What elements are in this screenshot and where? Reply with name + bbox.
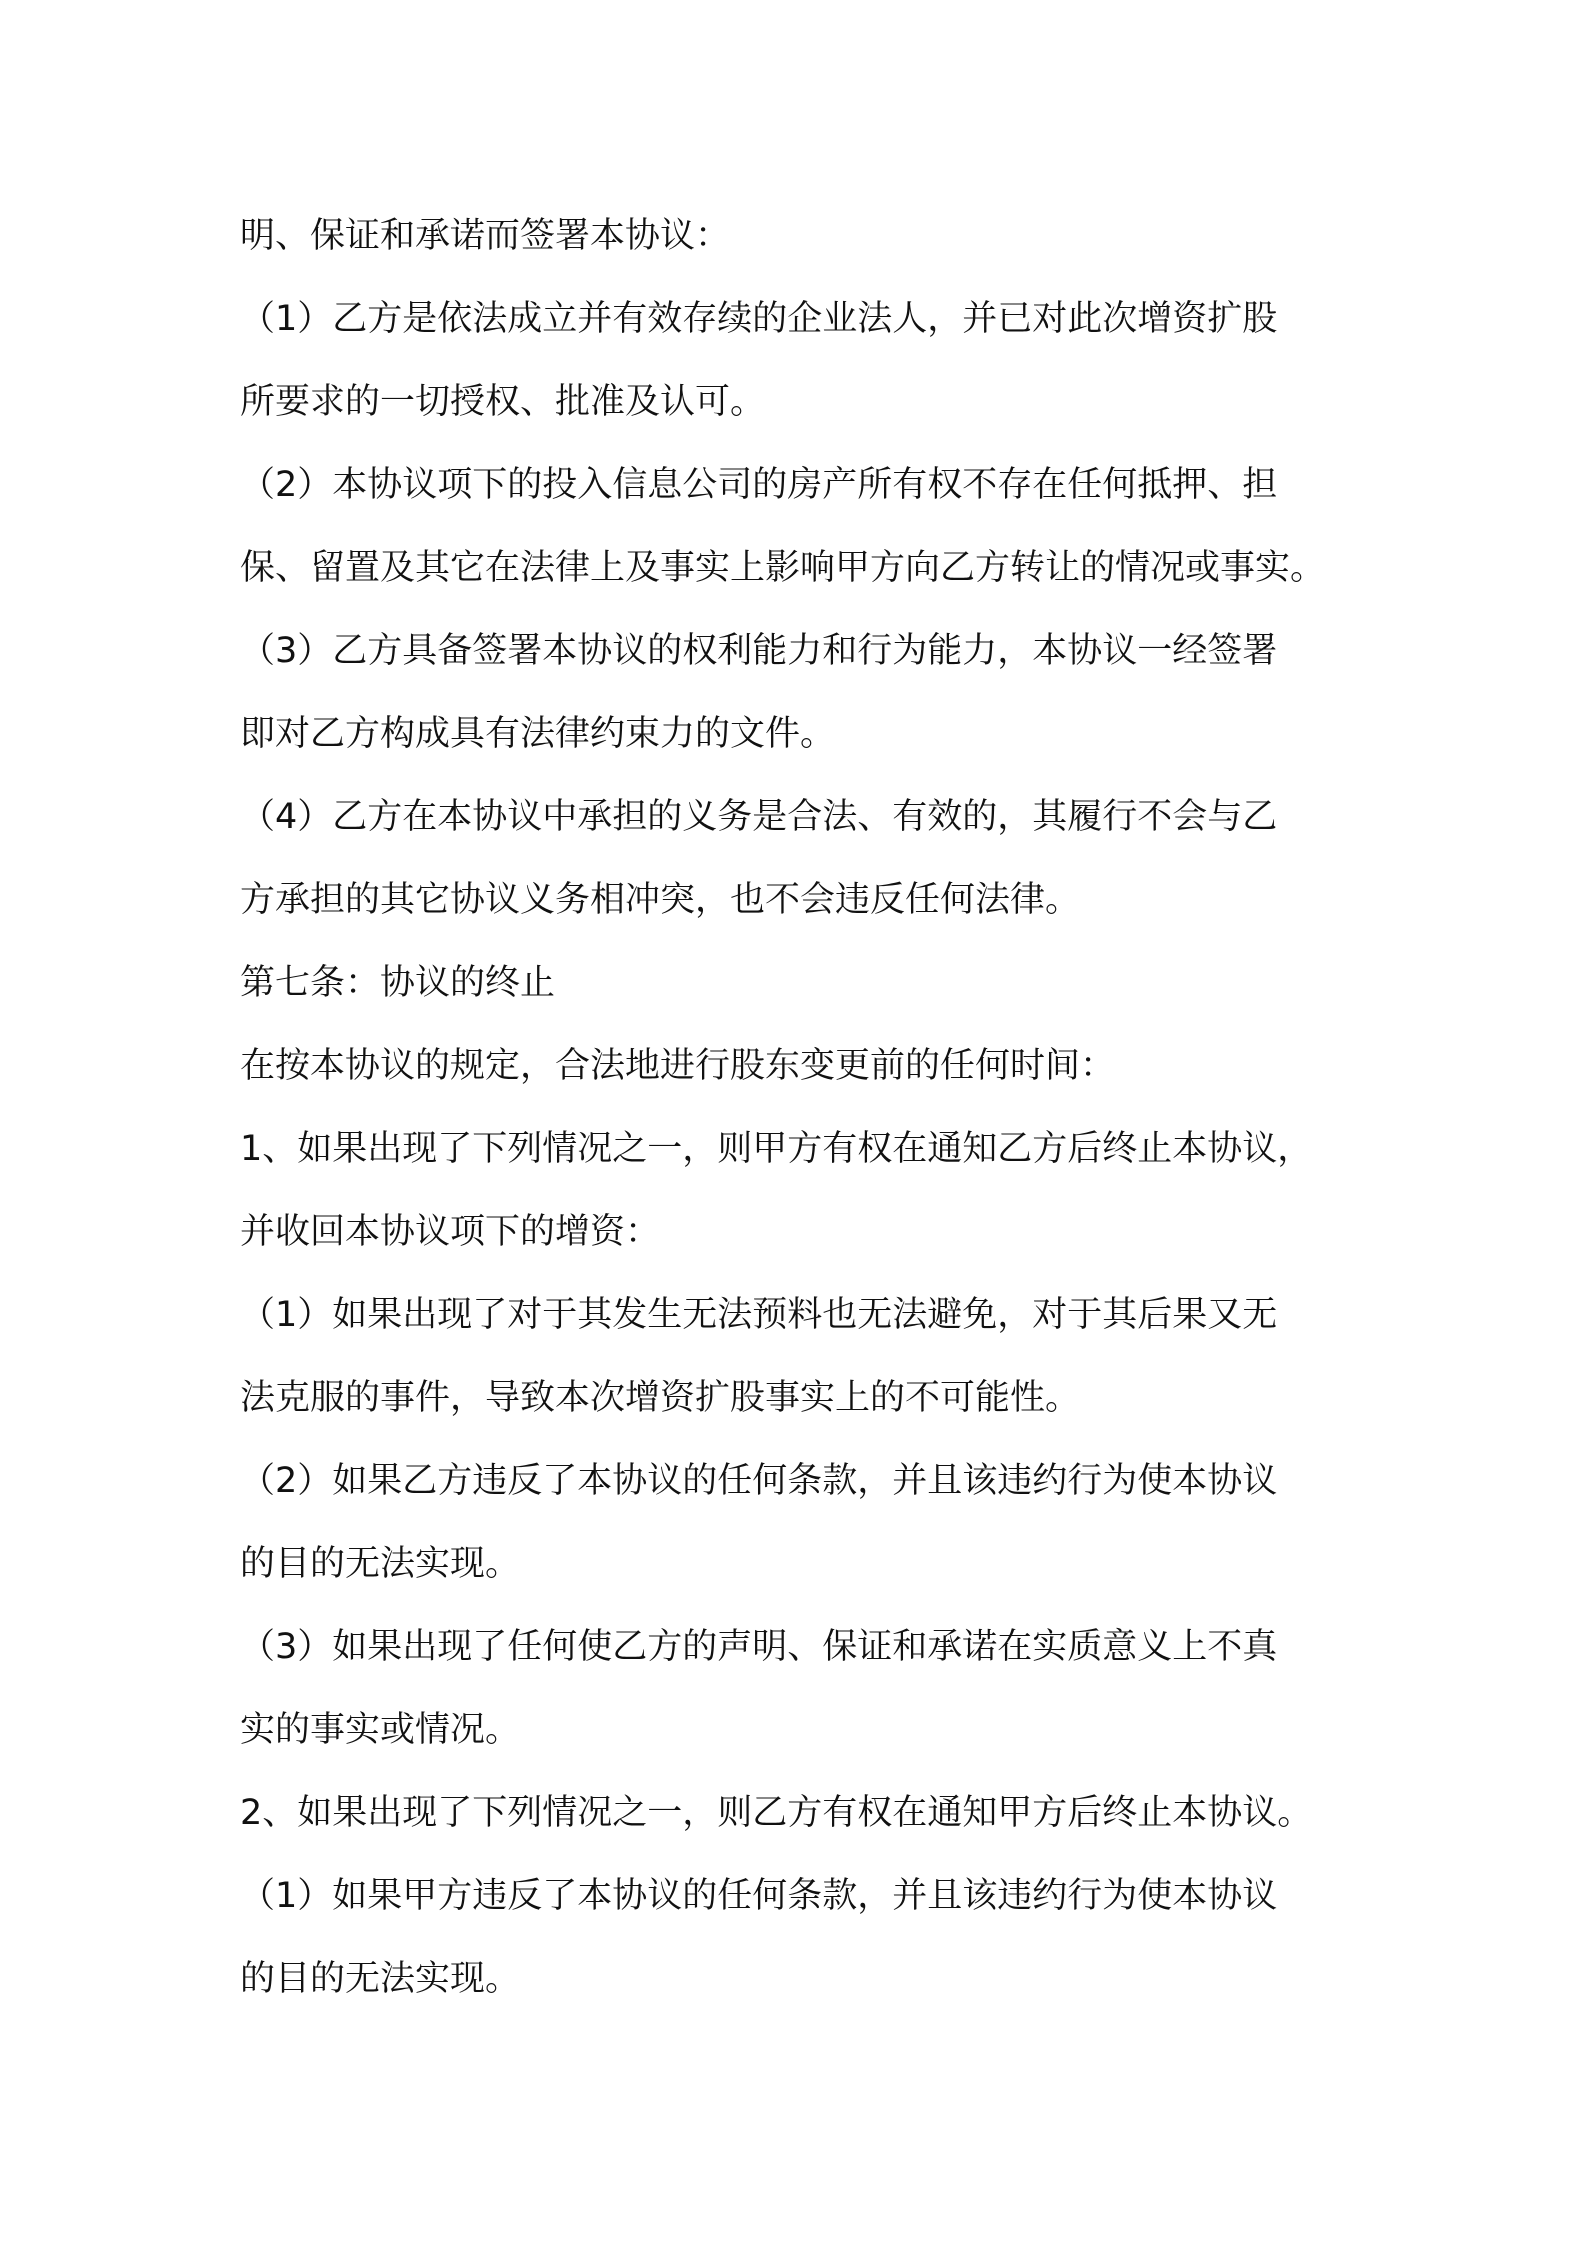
text-line: （1）乙方是依法成立并有效存续的企业法人，并已对此次增资扩股 [240, 299, 1278, 339]
text-line: 法克服的事件，导致本次增资扩股事实上的不可能性。 [240, 1378, 1081, 1418]
text-line: 即对乙方构成具有法律约束力的文件。 [240, 714, 836, 754]
text-line: （2）本协议项下的投入信息公司的房产所有权不存在任何抵押、担 [240, 465, 1278, 505]
text-line: （1）如果甲方违反了本协议的任何条款，并且该违约行为使本协议 [240, 1876, 1278, 1916]
text-line: （2）如果乙方违反了本协议的任何条款，并且该违约行为使本协议 [240, 1461, 1278, 1501]
document-body [240, 195, 1390, 2021]
text-line: （4）乙方在本协议中承担的义务是合法、有效的，其履行不会与乙 [240, 797, 1278, 837]
text-line: （1）如果出现了对于其发生无法预料也无法避免，对于其后果又无 [240, 1295, 1278, 1335]
text-line: 方承担的其它协议义务相冲突，也不会违反任何法律。 [240, 880, 1081, 920]
text-line: 在按本协议的规定，合法地进行股东变更前的任何时间： [240, 1046, 1116, 1086]
text-line: （3）如果出现了任何使乙方的声明、保证和承诺在实质意义上不真 [240, 1627, 1278, 1667]
text-line: （3）乙方具备签署本协议的权利能力和行为能力，本协议一经签署 [240, 631, 1278, 671]
text-line: 明、保证和承诺而签署本协议： [240, 216, 731, 256]
section-heading: 第七条：协议的终止 [240, 963, 556, 1003]
text-line: 所要求的一切授权、批准及认可。 [240, 382, 766, 422]
text-line: 保、留置及其它在法律上及事实上影响甲方向乙方转让的情况或事实。 [240, 548, 1326, 588]
text-line: 并收回本协议项下的增资： [240, 1212, 661, 1252]
text-line: 1、如果出现了下列情况之一，则甲方有权在通知乙方后终止本协议， [240, 1129, 1313, 1169]
text-line: 实的事实或情况。 [240, 1710, 521, 1750]
text-line: 的目的无法实现。 [240, 1544, 521, 1584]
text-line: 2、如果出现了下列情况之一，则乙方有权在通知甲方后终止本协议。 [240, 1793, 1313, 1833]
text-line: 的目的无法实现。 [240, 1959, 521, 1999]
